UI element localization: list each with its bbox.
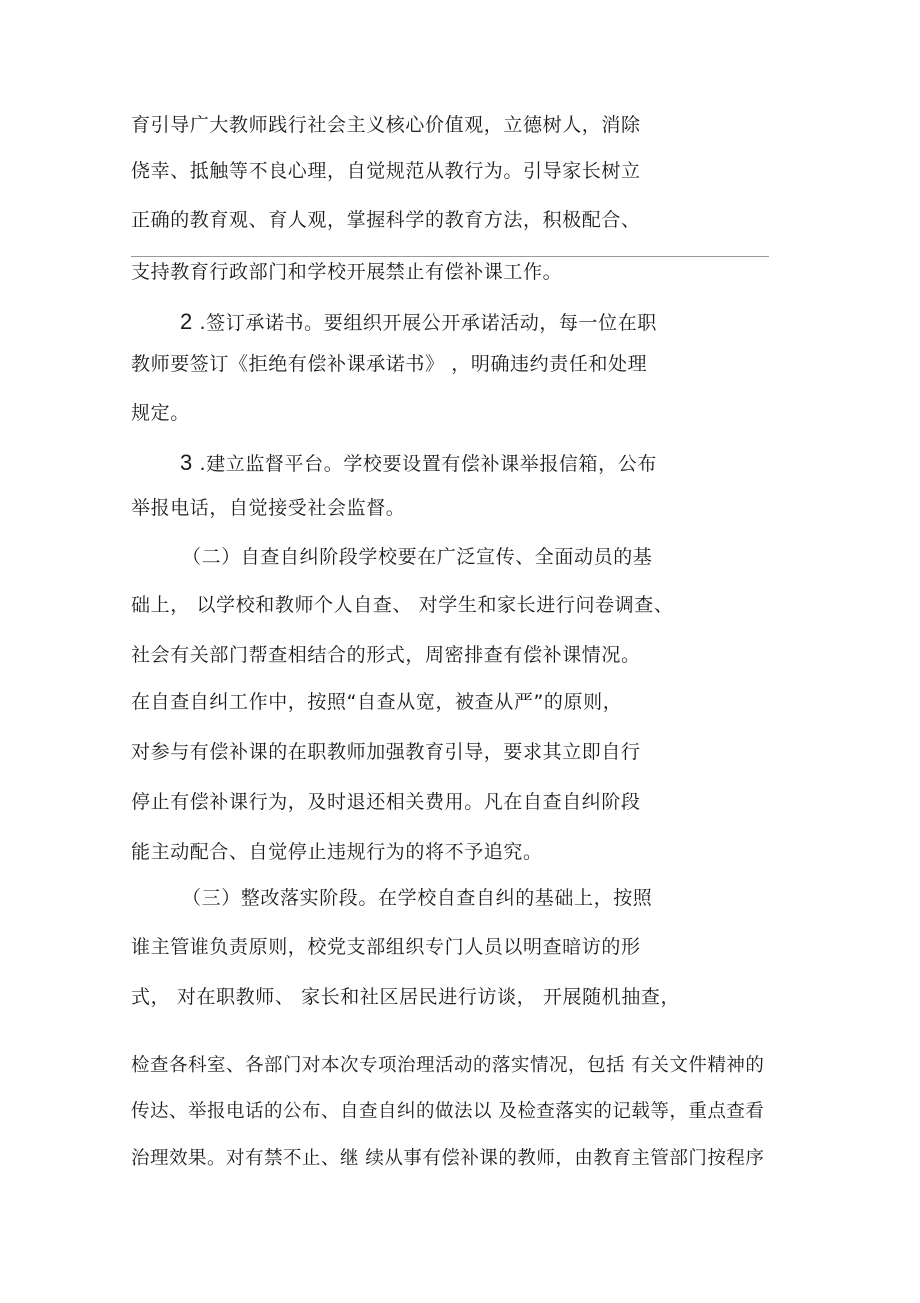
item-text: 建立监督平台。学校要设置有偿补课举报信箱，公布 (206, 453, 657, 475)
text-line: 础上， 以学校和教师个人自查、 对学生和家长进行问卷调查、 (131, 594, 674, 616)
text-line: 育引导广大教师践行社会主义核心价值观，立德树人，消除 (131, 114, 641, 136)
item-dot: . (192, 312, 207, 334)
text-line: 社会有关部门帮查相结合的形式，周密排查有偿补课情况。 (131, 644, 641, 666)
text-line: 治理效果。对有禁不止、继 续从事有偿补课的教师，由教育主管部门按程序 (131, 1148, 765, 1169)
text-line: 谁主管谁负责原则，校党支部组织专门人员以明查暗访的形 (131, 936, 641, 958)
list-item-2 (180, 310, 657, 335)
text-line: 教师要签订《拒绝有偿补课承诺书》 ，明确违约责任和处理 (131, 353, 648, 375)
section-heading-2: （二）自查自纠阶段学校要在广泛宣传、全面动员的基 (182, 546, 653, 568)
text-line: 举报电话，自觉接受社会监督。 (131, 497, 406, 519)
text-line: 在自查自纠工作中，按照“自查从宽，被查从严”的原则， (131, 691, 623, 713)
text-line: 停止有偿补课行为，及时退还相关费用。凡在自查自纠阶段 (131, 791, 641, 813)
section-heading-3: （三）整改落实阶段。在学校自查自纠的基础上，按照 (182, 887, 653, 909)
text-line: 能主动配合、自觉停止违规行为的将不予追究。 (131, 841, 543, 863)
text-line: 正确的教育观、育人观，掌握科学的教育方法，积极配合、 (131, 209, 641, 231)
text-line: 侥幸、抵触等不良心理，自觉规范从教行为。引导家长树立 (131, 160, 641, 182)
text-line: 规定。 (131, 402, 190, 424)
text-line: 对参与有偿补课的在职教师加强教育引导，要求其立即自行 (131, 741, 641, 763)
item-number: 2 (180, 309, 193, 334)
item-text: 签订承诺书。要组织开展公开承诺活动，每一位在职 (206, 312, 657, 334)
text-line: 传达、举报电话的公布、自查自纠的做法以 及检查落实的记载等，重点查看 (131, 1101, 765, 1122)
text-line: 支持教育行政部门和学校开展禁止有偿补课工作。 (131, 261, 563, 283)
horizontal-rule (131, 256, 769, 257)
text-line: 检查各科室、各部门对本次专项治理活动的落实情况，包括 有关文件精神的 (131, 1055, 765, 1076)
text-line: 式， 对在职教师、 家长和社区居民进行访谈， 开展随机抽查， (131, 986, 681, 1008)
list-item-3 (180, 451, 657, 476)
item-number: 3 (180, 450, 193, 475)
item-dot: . (192, 453, 207, 475)
